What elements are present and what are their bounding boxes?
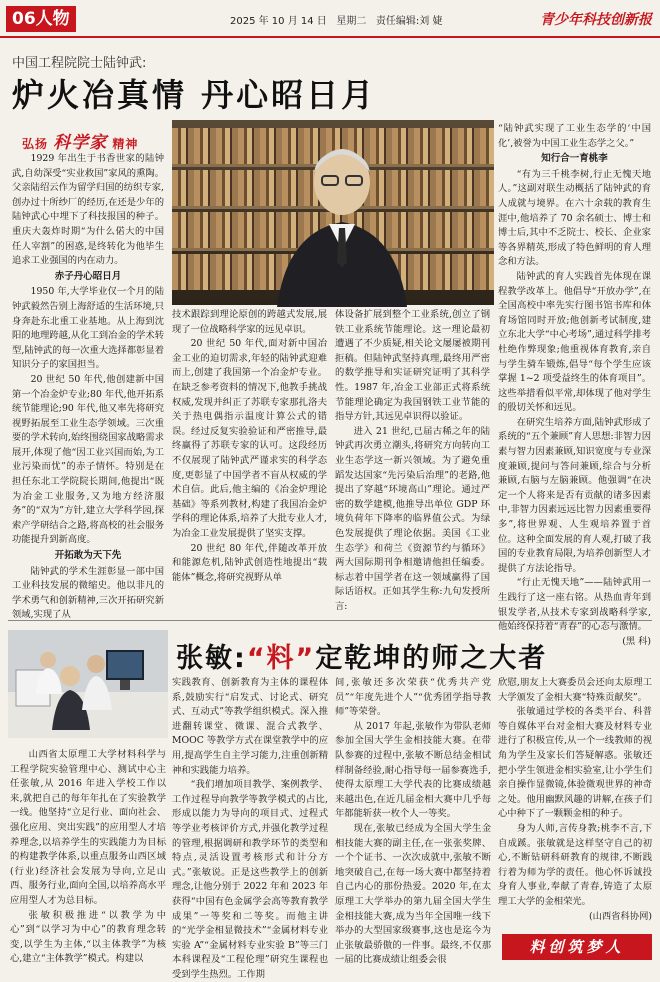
article1-col2	[172, 308, 327, 614]
lab-photo	[8, 630, 168, 738]
issue-weekday: 星期二	[336, 16, 367, 27]
paragraph: 20 世纪 80 年代,伴随改革开放和能源危机,陆钟武创造性地提出“载能体”概念,将研究视野从单	[172, 542, 327, 583]
issue-date: 2025 年 10 月 14 日	[230, 16, 327, 27]
column-tag-suffix: 精神	[112, 137, 139, 151]
byline: (黑 科)	[622, 635, 651, 647]
subheading: 知行合一育桃李	[541, 153, 608, 165]
section-name: 人物	[35, 9, 70, 29]
article2-col4	[498, 676, 652, 930]
column-tag-main: 科学家	[53, 133, 108, 153]
article1-kicker: 中国工程院院士陆钟武:	[12, 56, 147, 71]
paragraph: 实践教育、创新教育为主体的课程体系,鼓励实行“启发式、讨论式、研究式、互动式”等教学组织模式。深入推进翻转课堂、微课、混合式教学、MOOC 等教学方式在课堂教学中的应用,提高学生自主学习能力,注重创新精神和实践能力培养。	[172, 677, 328, 776]
column-banner: 料创筑梦人	[502, 934, 652, 960]
paper-logo: 青少年科技创新报	[540, 12, 652, 28]
article2-col1	[10, 748, 166, 965]
subheading: 赤子丹心昭日月	[54, 270, 122, 282]
article2-col3	[335, 676, 491, 966]
issue-meta	[230, 12, 442, 27]
header-rule	[0, 36, 660, 38]
article1-col4	[498, 122, 651, 647]
article2-col2	[172, 676, 328, 980]
paragraph: 山西省太原理工大学材料科学与工程学院实验管理中心、测试中心主任张敏,从 2016 年进入学校工作以来,就把自己的每年年扎在了实验教学一线。他坚持“立足行业、面向社会、强化应用、突出实践”的应用型人才培养理念,以培养学生的实践能力为目标的构建教学体系,以重点服务山西区域(行业)经济社会发展为导向,立足山西、服务行业,面向全国,以培养高水平应用型人才为总目标。	[10, 749, 166, 906]
paragraph: 现在,张敏已经成为全国大学生金相技能大赛的副主任,在一张张奖牌、一个个证书、一次次成就中,张敏不断地突破自己,在每一场大赛中都坚持着自己内心的那份热爱。2020 年,在太原理工大学举办的第九届全国大学生金相技能大赛,成为当年全国唯一线下举办的大型国家级赛事,这也是迄今为止张敏最骄傲的一件事。最终,不仅那一届的比赛成绩让组委会很	[335, 822, 491, 966]
headline-highlight: “料”	[246, 643, 316, 674]
paragraph: 欣慰,朋友上大赛委员会还向太原理工大学颁发了金相大赛“特殊贡献奖”。	[498, 677, 652, 703]
section-divider	[8, 620, 652, 621]
paragraph: “陆钟武实现了工业生态学的‘中国化’,被誉为中国工业生态学之父。”	[498, 123, 651, 149]
person-silhouette	[267, 132, 417, 307]
headline-part: 定乾坤的师之大者	[315, 643, 548, 674]
paragraph: “我们增加项目教学、案例教学、工作过程导向教学等教学模式的占比,形成以能力为导向的项目式、过程式等学业考核评价方式,并强化教学过程的管理,根据调研和教学环节的类型和特点,灵活设置考核形式和计分方式。”张敏说。正是这些教学上的创新理念,让他分别于 2022 年和 2023 年获得“中国有色金属学会高等教育教学成果”一等奖和二等奖。而他主讲的“光学金相显微技术”“金属材料专业实验 A”“金属材料专业实验 B”等三门本科课程及“工程伦理”研究生课程也受到学生热烈。工作期	[172, 779, 328, 980]
paragraph: 20 世纪 50 年代,面对新中国冶金工业的迫切需求,年轻的陆钟武迎难而上,创建了我国第一个冶金炉专业。在缺乏参考资料的情况下,他教手挑战权威,发现并纠正了苏联专家那扎洛夫关于热电偶指示温度计算公式的错误。经过反复实验验证和严密推导,最终赢得了苏联专家的认可。这段经历不仅展现了陆钟武严谨求实的科学态度,更彰显了中国学者不盲从权威的学术自信。此后,他主编的《冶金炉理论基础》等系列教材,构建了我国冶金炉学科的理论体系,培养了大批专业人才,为冶金工业发展提供了坚实支撑。	[172, 338, 327, 539]
paragraph: 身为人师,言传身教;桃李不言,下自成蹊。张敏就是这样坚守自己的初心,不断钻研科研教育的规律,不断践行着为师为学的责任。他心怀诉诚投身育人事业,奉献了青春,铸造了太原理工大学的金相荣光。	[498, 822, 652, 907]
paragraph: 张敏积极推进“以教学为中心”到“以学习为中心”的教育理念转变,以学生为主体,“以主体教学”为核心,建立“主体教学”模式。构建以	[10, 909, 166, 965]
editor: 责任编辑:刘 婕	[375, 16, 443, 27]
portrait-photo	[172, 120, 494, 305]
paragraph: 陆钟武的学术生涯彰显一部中国工业科技发展的微缩史。他以非凡的学术勇气和创新精神,三次开拓研究新领域,实现了从	[12, 565, 164, 621]
paragraph: “有为三千桃李树,行止无愧天地人。”这副对联生动概括了陆钟武的育人成就与境界。在六十余载的教育生涯中,他培养了 70 余名硕士、博士和博士后,其中不乏院士、校长、企业家等各界精英,形成了特色鲜明的育人理念和方法。	[498, 168, 651, 268]
paragraph: 陆钟武的育人实践首先体现在课程教学改革上。他倡导“开放办学”,在全国高校中率先实行图书馆书库和体育场馆同时开放;他创新考试制度,建立东北大学“中心考场”,通过科学排考杜绝作弊现象;他重视体育教育,亲自与学生骑车锻炼,倡导“每个学生应该掌握 1~2 项受益终生的体育项目”。这些举措看似平常,却体现了他对学生的殷切关怀和远见。	[498, 270, 651, 414]
column-tag	[22, 128, 138, 153]
section-tag	[6, 6, 76, 32]
paragraph: 间,张敏还多次荣获“优秀共产党员”“年度先进个人”“优秀团学指导教师”等荣誉。	[335, 677, 491, 718]
subheading: 开拓敢为天下先	[54, 550, 122, 562]
article1-col1	[12, 152, 164, 621]
article1-headline: 炉火冶真情 丹心昭日月	[12, 76, 377, 114]
paragraph: 20 世纪 50 年代,他创建新中国第一个冶金炉专业;80 年代,他开拓系统节能理论;90 年代,他又率先将研究视野拓展至工业生态学领域。三次重要的学术转向,始终围绕国家战略需求展开,体现了他“因工业兴国而始,为工业污染而忧”的赤子情怀。特别是在担任东北工学院院长期间,他提出“既为冶金工业服务,又为地方经济服务”的“双为”方针,建立大学科学园,探索产学研结合之路,将高校的社会服务功能提升到新高度。	[12, 373, 164, 546]
paragraph: 从 2017 年起,张敏作为带队老师参加全国大学生金相技能大赛。在带队参赛的过程中,张敏不断总结金相试样制备经验,耐心指导每一届参赛选手,使得太原理工大学代表的比赛成绩越来越出色,在近几届金相大赛中几乎每年都能斩获一枚个人一等奖。	[335, 720, 491, 820]
paragraph: 体设备扩展到整个工业系统,创立了钢铁工业系统节能理论。这一理论最初遭遇了不少质疑,相关论文屡屡被期刊拒稿。但陆钟武坚持真理,最终用严密的数学推导和实证研究证明了其科学性。1987 年,冶金工业部正式将系统节能理论确定为我国钢铁工业节能的指导方针,其远见卓识得以验证。	[335, 309, 490, 423]
paragraph: 在研究生培养方面,陆钟武形成了系统的“五个兼顾”育人思想:非智力因素与智力因素兼顾,知识宽度与专业深度兼顾,提问与答问兼顾,综合与分析兼顾,右脑与左脑兼顾。他强调“在决定一个人将来是否有贡献的诸多因素中,非智力因素远远比智力因素重要得多”,将世界观、人生观培养置于首位。这种全面发展的育人观,打破了我国的专业教育局限,为培养创新型人才提供了方法论指导。	[498, 416, 651, 574]
article1-col3	[335, 308, 490, 614]
section-number: 06	[12, 9, 36, 29]
paragraph: 1929 年出生于书香世家的陆钟武,自幼深受“实业救国”家风的熏陶。父亲陆绍云作为留学归国的纺织专家,创办过十所纱厂的经历,在还是少年的陆钟武心中埋下了科技报国的种子。重庆大轰炸时期“为什么偌大的中国任人宰割”的困惑,是终转化为他毕生追求工业强国的内在动力。	[12, 153, 164, 267]
paragraph: 进入 21 世纪,已届古稀之年的陆钟武再次勇立潮头,将研究方向转向工业生态学这一新兴领域。为了避免重蹈发达国家“先污染后治理”的老路,他提出了穿越“环境高山”理论。通过严密的数学建模,他推导出单位 GDP 环境负荷年下降率的临界值公式。为绿色发展提供了理论依据。美国《工业生态学》和荷兰《资源节约与循环》两大国际期刊争相邀请他担任编委。标志着中国学者在这一领域赢得了国际话语权。正如其学生称:九旬发授所言:	[335, 425, 490, 612]
byline: (山西省科协网)	[588, 910, 652, 922]
paragraph: 张敏通过学校的各类平台、科普等自媒体平台对金相大赛及材料专业进行了积极宣传,从一个一线教师的视角为学生及家长们答疑解惑。张敏还把小学生领进金相实验室,让小学生们亲自操作显微镜,体验微观世界的神奇之处。他用幽默风趣的讲解,在孩子们心中种下了一颗颗金相的种子。	[498, 706, 652, 820]
paragraph: “行止无愧天地”——陆钟武用一生践行了这一座右铭。从热血青年到银发学者,从技术专家到战略科学家,他始终保持着“青春”的心态与激情。	[498, 577, 651, 633]
lab-scene	[8, 630, 168, 738]
article2-headline	[176, 636, 547, 675]
paragraph: 1950 年,大学毕业仅一个月的陆钟武毅然告别上海舒适的生活环境,只身奔赴东北重工业基地。从上海到沈阳的地理跨越,从化工到冶金的学术转型,陆钟武的每一次重大选择都彰显着知识分子的家国担当。	[12, 286, 164, 371]
column-tag-prefix: 弘扬	[22, 137, 49, 151]
paragraph: 技术跟踪到理论原创的跨越式发展,展现了一位战略科学家的远见卓识。	[172, 309, 327, 335]
headline-part: 张敏:	[176, 643, 247, 674]
